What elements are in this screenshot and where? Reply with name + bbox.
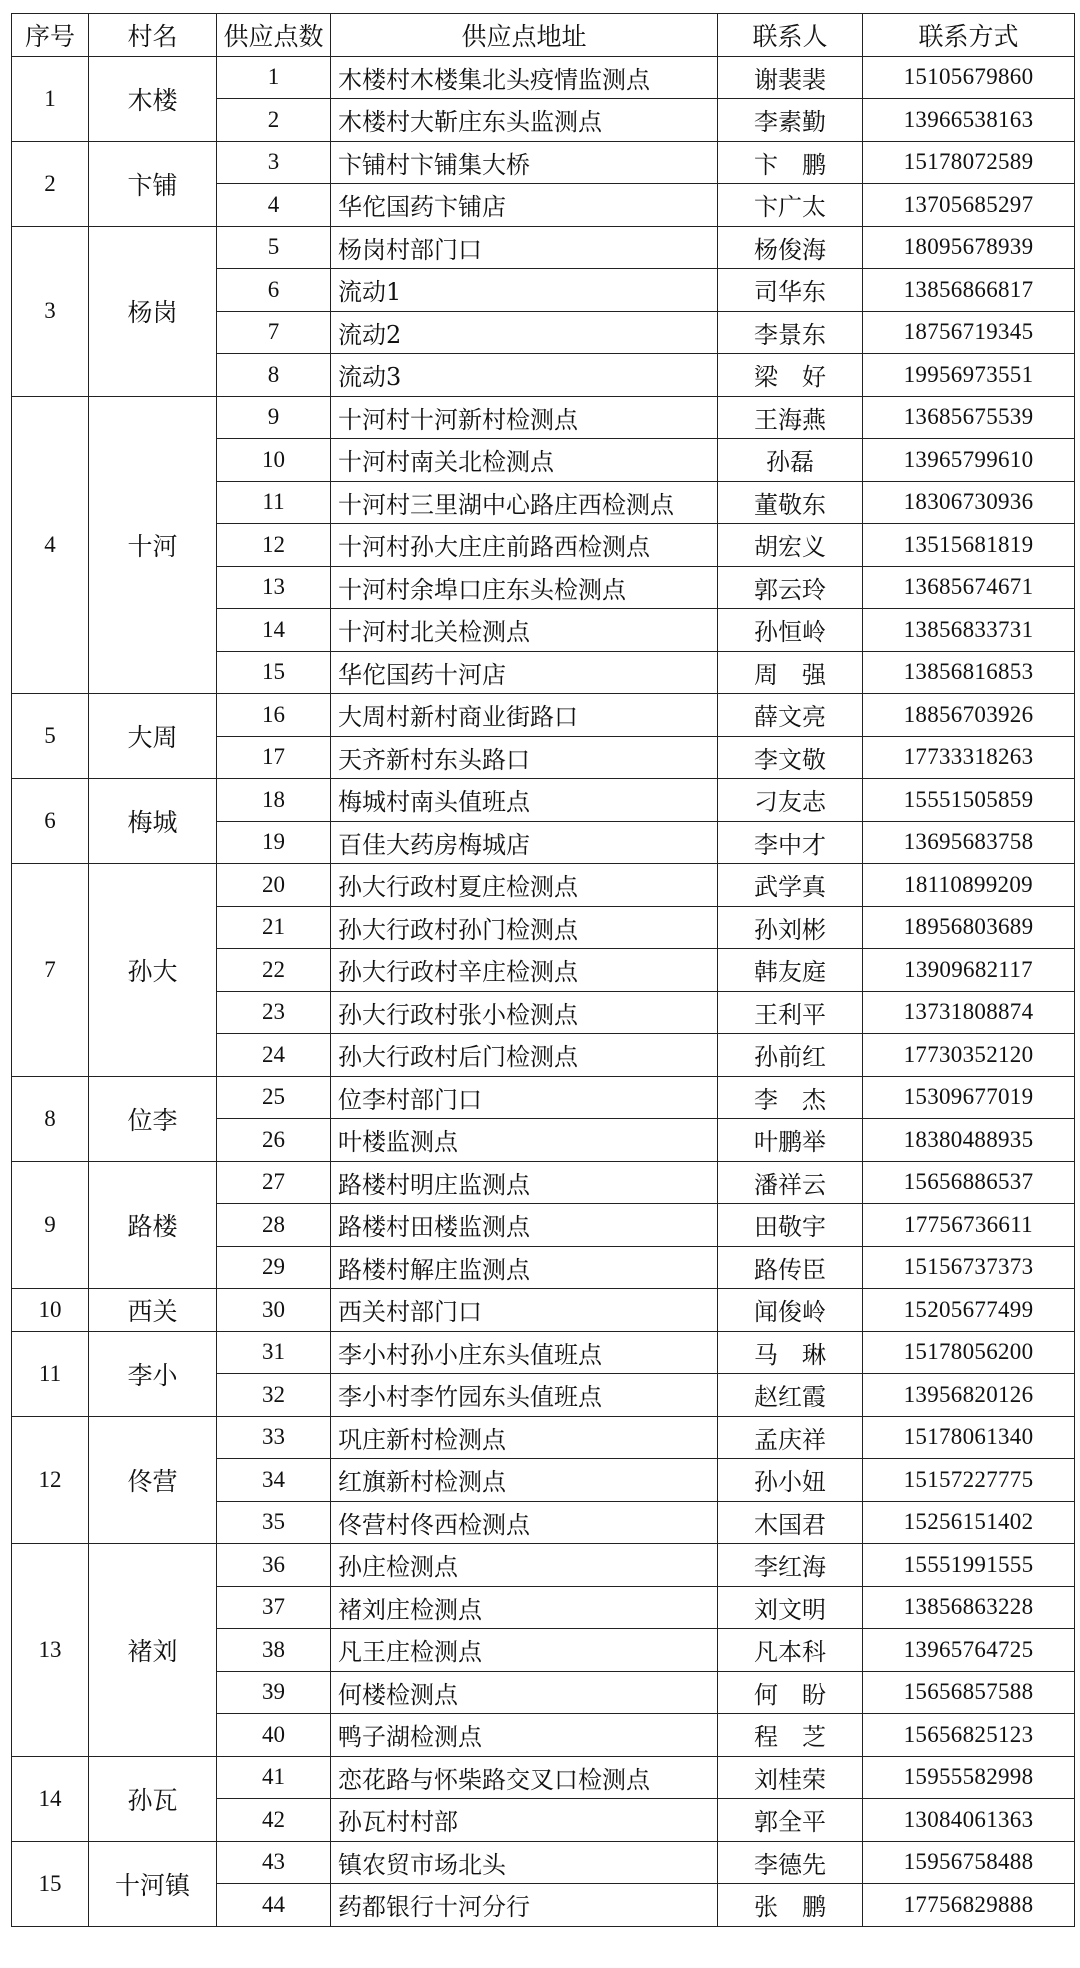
supply-point-address: 木楼村大靳庄东头监测点 <box>331 99 718 142</box>
supply-point-number: 2 <box>217 99 331 142</box>
contact-phone: 15955582998 <box>863 1756 1075 1799</box>
contact-phone: 13705685297 <box>863 184 1075 227</box>
contact-phone: 13084061363 <box>863 1799 1075 1842</box>
contact-phone: 13856866817 <box>863 269 1075 312</box>
contact-phone: 15309677019 <box>863 1076 1075 1119</box>
supply-point-address: 杨岗村部门口 <box>331 226 718 269</box>
contact-person: 李文敬 <box>718 736 863 779</box>
village-serial-number: 5 <box>12 694 89 779</box>
contact-phone: 13685674671 <box>863 566 1075 609</box>
supply-point-number: 10 <box>217 439 331 482</box>
contact-person: 马 琳 <box>718 1331 863 1374</box>
supply-point-address: 梅城村南头值班点 <box>331 779 718 822</box>
contact-person: 赵红霞 <box>718 1374 863 1417</box>
village-name: 孙大 <box>89 864 217 1077</box>
village-serial-number: 3 <box>12 226 89 396</box>
contact-person: 武学真 <box>718 864 863 907</box>
contact-person: 谢裴裴 <box>718 56 863 99</box>
supply-point-number: 31 <box>217 1331 331 1374</box>
contact-person: 韩友庭 <box>718 949 863 992</box>
supply-point-address: 红旗新村检测点 <box>331 1459 718 1502</box>
supply-point-number: 30 <box>217 1289 331 1332</box>
village-name: 位李 <box>89 1076 217 1161</box>
contact-person: 程 芝 <box>718 1714 863 1757</box>
supply-point-number: 22 <box>217 949 331 992</box>
supply-point-address: 百佳大药房梅城店 <box>331 821 718 864</box>
contact-person: 张 鹏 <box>718 1884 863 1927</box>
supply-point-number: 18 <box>217 779 331 822</box>
contact-person: 孙刘彬 <box>718 906 863 949</box>
contact-phone: 13909682117 <box>863 949 1075 992</box>
supply-point-address: 十河村三里湖中心路庄西检测点 <box>331 481 718 524</box>
header-point-count: 供应点数 <box>217 14 331 57</box>
contact-phone: 15551991555 <box>863 1544 1075 1587</box>
village-serial-number: 15 <box>12 1841 89 1926</box>
contact-phone: 13965799610 <box>863 439 1075 482</box>
supply-point-address: 十河村北关检测点 <box>331 609 718 652</box>
supply-point-number: 35 <box>217 1501 331 1544</box>
header-serial-number: 序号 <box>12 14 89 57</box>
contact-phone: 15178061340 <box>863 1416 1075 1459</box>
contact-phone: 15956758488 <box>863 1841 1075 1884</box>
contact-person: 司华东 <box>718 269 863 312</box>
contact-person: 木国君 <box>718 1501 863 1544</box>
supply-point-address: 孙大行政村张小检测点 <box>331 991 718 1034</box>
supply-point-address: 药都银行十河分行 <box>331 1884 718 1927</box>
supply-point-number: 9 <box>217 396 331 439</box>
contact-person: 王海燕 <box>718 396 863 439</box>
contact-phone: 15656825123 <box>863 1714 1075 1757</box>
contact-phone: 13966538163 <box>863 99 1075 142</box>
contact-phone: 13856816853 <box>863 651 1075 694</box>
village-name: 梅城 <box>89 779 217 864</box>
contact-person: 闻俊岭 <box>718 1289 863 1332</box>
village-serial-number: 4 <box>12 396 89 694</box>
supply-point-address: 鸭子湖检测点 <box>331 1714 718 1757</box>
supply-point-number: 26 <box>217 1119 331 1162</box>
contact-person: 潘祥云 <box>718 1161 863 1204</box>
table-header <box>12 14 1075 57</box>
supply-point-number: 4 <box>217 184 331 227</box>
contact-phone: 18956803689 <box>863 906 1075 949</box>
supply-point-number: 11 <box>217 481 331 524</box>
table-body <box>12 56 1075 1926</box>
contact-person: 何 盼 <box>718 1671 863 1714</box>
supply-point-address: 李小村李竹园东头值班点 <box>331 1374 718 1417</box>
supply-point-number: 20 <box>217 864 331 907</box>
supply-point-number: 38 <box>217 1629 331 1672</box>
table-row <box>12 1161 1075 1204</box>
supply-point-address: 路楼村明庄监测点 <box>331 1161 718 1204</box>
supply-point-number: 19 <box>217 821 331 864</box>
village-name: 十河镇 <box>89 1841 217 1926</box>
village-serial-number: 12 <box>12 1416 89 1544</box>
supply-point-address: 李小村孙小庄东头值班点 <box>331 1331 718 1374</box>
supply-point-address: 巩庄新村检测点 <box>331 1416 718 1459</box>
supply-point-number: 1 <box>217 56 331 99</box>
supply-point-address: 镇农贸市场北头 <box>331 1841 718 1884</box>
village-name: 十河 <box>89 396 217 694</box>
supply-point-address: 孙大行政村夏庄检测点 <box>331 864 718 907</box>
supply-point-address: 褚刘庄检测点 <box>331 1586 718 1629</box>
contact-person: 孙磊 <box>718 439 863 482</box>
contact-person: 李 杰 <box>718 1076 863 1119</box>
village-name: 杨岗 <box>89 226 217 396</box>
table-row <box>12 1841 1075 1884</box>
contact-person: 李景东 <box>718 311 863 354</box>
supply-point-number: 34 <box>217 1459 331 1502</box>
village-serial-number: 7 <box>12 864 89 1077</box>
contact-person: 凡本科 <box>718 1629 863 1672</box>
supply-point-address: 卞铺村卞铺集大桥 <box>331 141 718 184</box>
village-serial-number: 1 <box>12 56 89 141</box>
village-serial-number: 14 <box>12 1756 89 1841</box>
contact-phone: 17756829888 <box>863 1884 1075 1927</box>
table-row <box>12 1416 1075 1459</box>
contact-person: 孟庆祥 <box>718 1416 863 1459</box>
supply-point-address: 孙庄检测点 <box>331 1544 718 1587</box>
village-name: 褚刘 <box>89 1544 217 1757</box>
contact-phone: 13695683758 <box>863 821 1075 864</box>
supply-point-number: 3 <box>217 141 331 184</box>
supply-point-number: 5 <box>217 226 331 269</box>
contact-phone: 13956820126 <box>863 1374 1075 1417</box>
supply-point-number: 36 <box>217 1544 331 1587</box>
table-row <box>12 1076 1075 1119</box>
village-name: 李小 <box>89 1331 217 1416</box>
supply-point-address: 位李村部门口 <box>331 1076 718 1119</box>
contact-person: 叶鹏举 <box>718 1119 863 1162</box>
village-name: 孙瓦 <box>89 1756 217 1841</box>
supply-point-number: 12 <box>217 524 331 567</box>
village-name: 西关 <box>89 1289 217 1332</box>
contact-person: 胡宏义 <box>718 524 863 567</box>
table-row <box>12 694 1075 737</box>
supply-point-address: 孙大行政村孙门检测点 <box>331 906 718 949</box>
table-row <box>12 141 1075 184</box>
supply-point-number: 40 <box>217 1714 331 1757</box>
contact-phone: 18380488935 <box>863 1119 1075 1162</box>
supply-point-number: 13 <box>217 566 331 609</box>
table-row <box>12 56 1075 99</box>
supply-point-number: 43 <box>217 1841 331 1884</box>
contact-person: 董敬东 <box>718 481 863 524</box>
contact-person: 孙恒岭 <box>718 609 863 652</box>
header-village-name: 村名 <box>89 14 217 57</box>
village-name: 佟营 <box>89 1416 217 1544</box>
supply-point-address: 流动1 <box>331 269 718 312</box>
contact-phone: 13731808874 <box>863 991 1075 1034</box>
supply-point-address: 佟营村佟西检测点 <box>331 1501 718 1544</box>
contact-phone: 13856833731 <box>863 609 1075 652</box>
table-row <box>12 1756 1075 1799</box>
supply-point-table <box>11 13 1075 1927</box>
village-serial-number: 13 <box>12 1544 89 1757</box>
table-row <box>12 1289 1075 1332</box>
contact-person: 郭全平 <box>718 1799 863 1842</box>
supply-point-number: 39 <box>217 1671 331 1714</box>
supply-point-number: 16 <box>217 694 331 737</box>
contact-phone: 18110899209 <box>863 864 1075 907</box>
contact-person: 刘文明 <box>718 1586 863 1629</box>
contact-phone: 18095678939 <box>863 226 1075 269</box>
contact-phone: 18856703926 <box>863 694 1075 737</box>
supply-point-number: 29 <box>217 1246 331 1289</box>
contact-person: 刘桂荣 <box>718 1756 863 1799</box>
contact-phone: 13515681819 <box>863 524 1075 567</box>
contact-phone: 15205677499 <box>863 1289 1075 1332</box>
supply-point-number: 28 <box>217 1204 331 1247</box>
supply-point-address: 路楼村田楼监测点 <box>331 1204 718 1247</box>
contact-phone: 15157227775 <box>863 1459 1075 1502</box>
contact-phone: 18756719345 <box>863 311 1075 354</box>
table-row <box>12 396 1075 439</box>
supply-point-number: 7 <box>217 311 331 354</box>
contact-phone: 15256151402 <box>863 1501 1075 1544</box>
contact-person: 薛文亮 <box>718 694 863 737</box>
supply-point-address: 十河村孙大庄庄前路西检测点 <box>331 524 718 567</box>
supply-point-number: 17 <box>217 736 331 779</box>
supply-point-number: 25 <box>217 1076 331 1119</box>
header-row <box>12 14 1075 57</box>
contact-phone: 15656857588 <box>863 1671 1075 1714</box>
supply-point-address: 孙大行政村后门检测点 <box>331 1034 718 1077</box>
supply-point-number: 6 <box>217 269 331 312</box>
supply-point-address: 十河村十河新村检测点 <box>331 396 718 439</box>
header-contact-phone: 联系方式 <box>863 14 1075 57</box>
contact-phone: 17733318263 <box>863 736 1075 779</box>
supply-point-address: 十河村余埠口庄东头检测点 <box>331 566 718 609</box>
contact-phone: 15656886537 <box>863 1161 1075 1204</box>
contact-phone: 13856863228 <box>863 1586 1075 1629</box>
contact-person: 杨俊海 <box>718 226 863 269</box>
supply-point-number: 21 <box>217 906 331 949</box>
supply-point-number: 33 <box>217 1416 331 1459</box>
supply-point-table-container <box>11 13 1074 1927</box>
village-name: 路楼 <box>89 1161 217 1289</box>
village-serial-number: 8 <box>12 1076 89 1161</box>
village-name: 卞铺 <box>89 141 217 226</box>
supply-point-address: 十河村南关北检测点 <box>331 439 718 482</box>
contact-phone: 18306730936 <box>863 481 1075 524</box>
contact-person: 李中才 <box>718 821 863 864</box>
village-serial-number: 2 <box>12 141 89 226</box>
table-row <box>12 864 1075 907</box>
supply-point-address: 凡王庄检测点 <box>331 1629 718 1672</box>
contact-person: 周 强 <box>718 651 863 694</box>
supply-point-number: 42 <box>217 1799 331 1842</box>
contact-person: 郭云玲 <box>718 566 863 609</box>
supply-point-number: 15 <box>217 651 331 694</box>
contact-phone: 17730352120 <box>863 1034 1075 1077</box>
contact-phone: 15178072589 <box>863 141 1075 184</box>
contact-person: 王利平 <box>718 991 863 1034</box>
contact-phone: 17756736611 <box>863 1204 1075 1247</box>
supply-point-address: 西关村部门口 <box>331 1289 718 1332</box>
contact-phone: 15105679860 <box>863 56 1075 99</box>
table-row <box>12 226 1075 269</box>
supply-point-address: 木楼村木楼集北头疫情监测点 <box>331 56 718 99</box>
supply-point-number: 41 <box>217 1756 331 1799</box>
contact-phone: 19956973551 <box>863 354 1075 397</box>
table-row <box>12 1331 1075 1374</box>
contact-phone: 13685675539 <box>863 396 1075 439</box>
contact-person: 孙前红 <box>718 1034 863 1077</box>
supply-point-number: 32 <box>217 1374 331 1417</box>
supply-point-number: 8 <box>217 354 331 397</box>
supply-point-address: 流动3 <box>331 354 718 397</box>
supply-point-number: 37 <box>217 1586 331 1629</box>
contact-person: 李红海 <box>718 1544 863 1587</box>
supply-point-address: 路楼村解庄监测点 <box>331 1246 718 1289</box>
supply-point-number: 24 <box>217 1034 331 1077</box>
contact-person: 梁 好 <box>718 354 863 397</box>
supply-point-address: 孙瓦村村部 <box>331 1799 718 1842</box>
supply-point-number: 23 <box>217 991 331 1034</box>
contact-phone: 15156737373 <box>863 1246 1075 1289</box>
supply-point-number: 44 <box>217 1884 331 1927</box>
village-serial-number: 11 <box>12 1331 89 1416</box>
supply-point-address: 孙大行政村辛庄检测点 <box>331 949 718 992</box>
contact-person: 路传臣 <box>718 1246 863 1289</box>
supply-point-number: 14 <box>217 609 331 652</box>
contact-person: 孙小妞 <box>718 1459 863 1502</box>
table-row <box>12 779 1075 822</box>
contact-phone: 13965764725 <box>863 1629 1075 1672</box>
supply-point-address: 华佗国药卞铺店 <box>331 184 718 227</box>
contact-person: 卞广太 <box>718 184 863 227</box>
supply-point-address: 大周村新村商业街路口 <box>331 694 718 737</box>
contact-person: 李德先 <box>718 1841 863 1884</box>
supply-point-address: 华佗国药十河店 <box>331 651 718 694</box>
village-serial-number: 10 <box>12 1289 89 1332</box>
contact-phone: 15178056200 <box>863 1331 1075 1374</box>
table-row <box>12 1544 1075 1587</box>
contact-person: 刁友志 <box>718 779 863 822</box>
header-point-address: 供应点地址 <box>331 14 718 57</box>
village-name: 大周 <box>89 694 217 779</box>
supply-point-number: 27 <box>217 1161 331 1204</box>
village-serial-number: 6 <box>12 779 89 864</box>
village-serial-number: 9 <box>12 1161 89 1289</box>
supply-point-address: 叶楼监测点 <box>331 1119 718 1162</box>
contact-phone: 15551505859 <box>863 779 1075 822</box>
supply-point-address: 天齐新村东头路口 <box>331 736 718 779</box>
header-contact-person: 联系人 <box>718 14 863 57</box>
village-name: 木楼 <box>89 56 217 141</box>
supply-point-address: 何楼检测点 <box>331 1671 718 1714</box>
supply-point-address: 恋花路与怀柴路交叉口检测点 <box>331 1756 718 1799</box>
contact-person: 田敬宇 <box>718 1204 863 1247</box>
contact-person: 李素勤 <box>718 99 863 142</box>
contact-person: 卞 鹏 <box>718 141 863 184</box>
supply-point-address: 流动2 <box>331 311 718 354</box>
